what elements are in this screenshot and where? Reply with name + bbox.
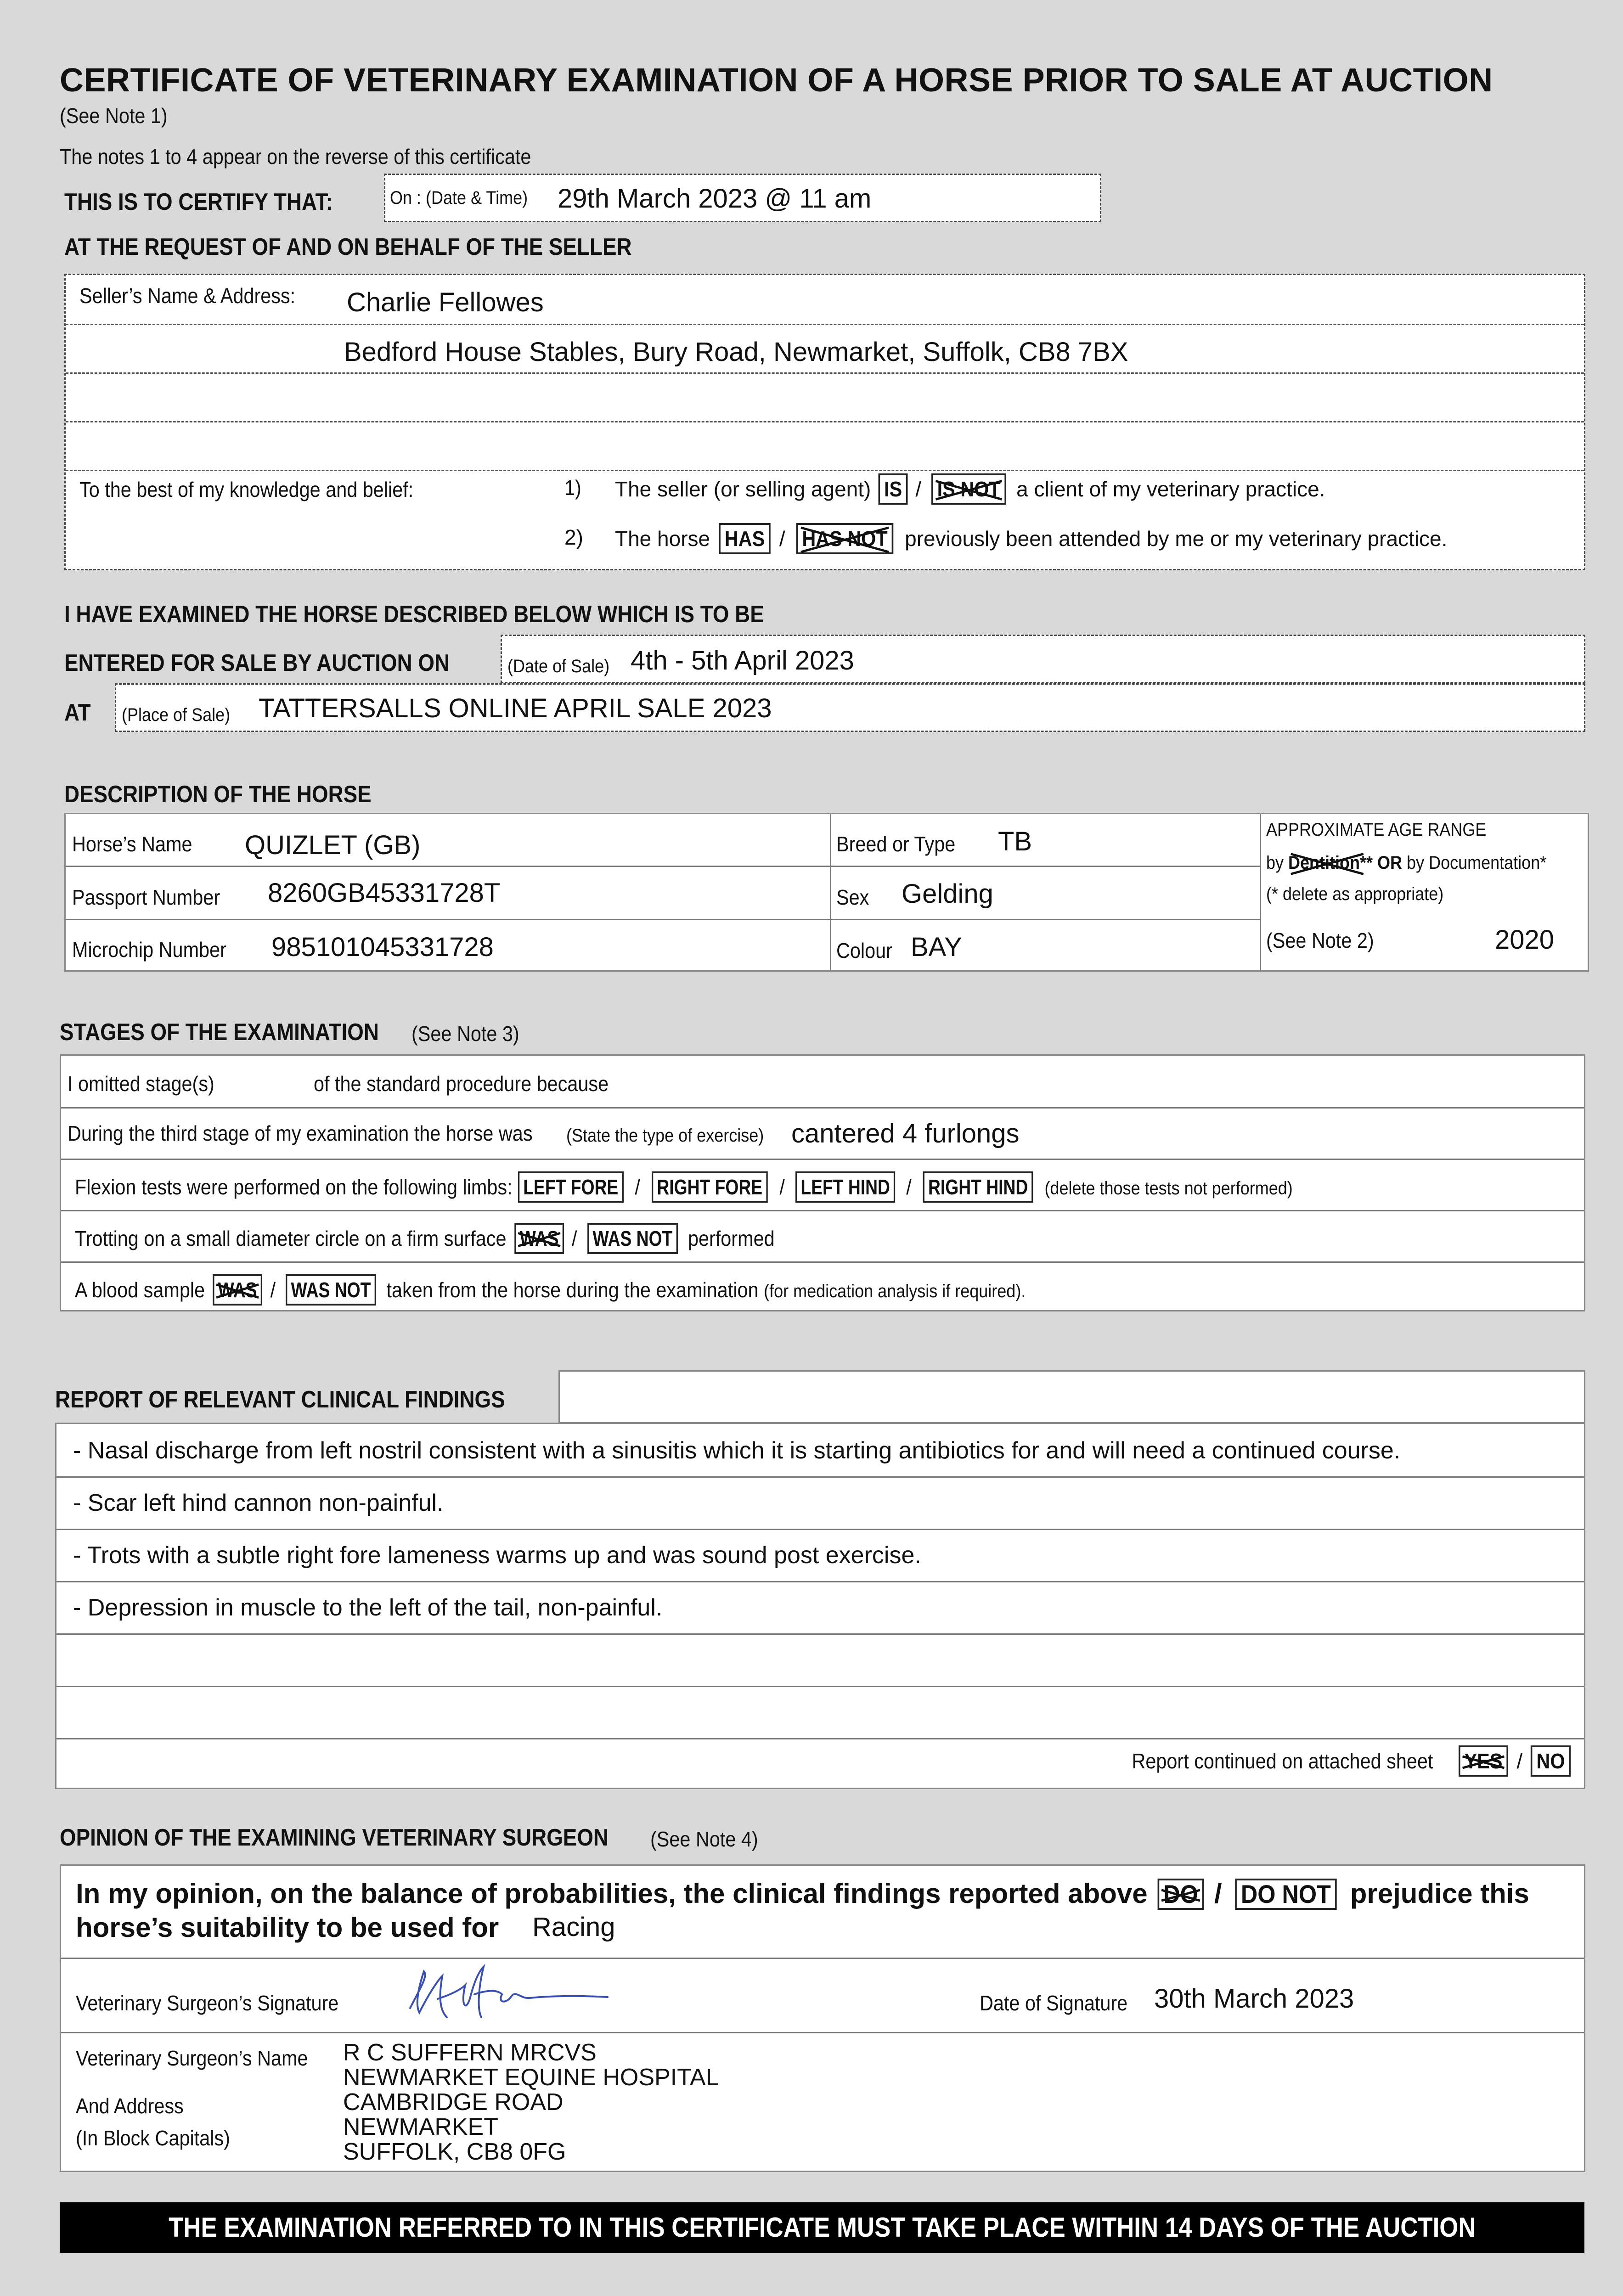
stages-heading: [60, 1019, 423, 1046]
trot-post: performed: [688, 1227, 775, 1250]
microchip-value[interactable]: 985101045331728: [271, 932, 494, 962]
address-line: R C SUFFERN MRCVS: [343, 2039, 597, 2066]
age-value[interactable]: 2020: [1495, 925, 1555, 955]
do-not-option[interactable]: DO NOT: [1235, 1879, 1337, 1910]
sex-label: Sex: [836, 885, 869, 909]
date-of-sale-field[interactable]: [501, 635, 1585, 683]
client-statement-line: [615, 473, 1325, 505]
examined-heading: I HAVE EXAMINED THE HORSE DESCRIBED BELOW WHICH IS TO BE: [64, 601, 764, 628]
slash: /: [270, 1278, 276, 1302]
horse-description-heading: DESCRIPTION OF THE HORSE: [64, 781, 372, 808]
horse-description-table: [64, 813, 1589, 972]
table-divider: [56, 1581, 1584, 1582]
date-of-signature-value[interactable]: 30th March 2023: [1154, 1984, 1354, 2014]
flexion-post: (delete those tests not performed): [1044, 1178, 1293, 1199]
flexion-pre: Flexion tests were performed on the following limbs:: [75, 1175, 513, 1199]
blood-pre: A blood sample: [75, 1278, 205, 1302]
notes-line: The notes 1 to 4 appear on the reverse of this certificate: [60, 145, 531, 169]
opinion-line-1: [76, 1878, 1529, 1910]
age-method-line: [1266, 853, 1546, 873]
seller-section: [64, 274, 1585, 570]
continued-no-option[interactable]: NO: [1531, 1745, 1571, 1777]
right-fore-option[interactable]: RIGHT FORE: [652, 1171, 767, 1203]
knowledge-label: To the best of my knowledge and belief:: [79, 478, 414, 501]
line2-post: previously been attended by me or my veterinary practice.: [905, 527, 1448, 551]
intended-use-value[interactable]: Racing: [532, 1912, 615, 1942]
footer-text: THE EXAMINATION REFERRED TO IN THIS CERTIFICATE MUST TAKE PLACE WITHIN 14 DAYS OF THE AUCTION: [168, 2212, 1476, 2243]
see-note-1: (See Note 1): [60, 104, 168, 128]
has-option[interactable]: HAS: [719, 523, 771, 554]
opinion-pre: In my opinion, on the balance of probabilities, the clinical findings reported above: [76, 1878, 1148, 1909]
vet-address-label: And Address: [76, 2094, 184, 2118]
table-divider: [56, 1738, 1584, 1739]
blood-was-option[interactable]: WAS: [213, 1274, 263, 1306]
table-divider: [56, 1529, 1584, 1530]
slash: /: [915, 477, 922, 501]
age-or: * OR: [1366, 853, 1403, 873]
slash: /: [779, 1175, 785, 1199]
stages-table: [60, 1054, 1585, 1311]
table-divider: [61, 1159, 1584, 1160]
vet-name-address[interactable]: [343, 2040, 719, 2164]
seller-divider: [66, 324, 1584, 325]
certify-heading: THIS IS TO CERTIFY THAT:: [64, 189, 333, 215]
passport-label: Passport Number: [72, 885, 220, 909]
certificate-title: CERTIFICATE OF VETERINARY EXAMINATION OF A HORSE PRIOR TO SALE AT AUCTION: [60, 62, 1493, 99]
entered-heading: ENTERED FOR SALE BY AUCTION ON: [64, 650, 450, 676]
table-divider: [66, 919, 1260, 920]
seller-name-label: Seller’s Name & Address:: [79, 284, 296, 308]
is-option[interactable]: IS: [879, 473, 908, 505]
client-statement: [564, 475, 583, 500]
has-not-option[interactable]: HAS NOT: [796, 523, 894, 554]
table-divider: [61, 1958, 1584, 1959]
opinion-heading: OPINION OF THE EXAMINING VETERINARY SURGEON: [60, 1824, 609, 1851]
seller-divider: [66, 421, 1584, 422]
report-continued-label: Report continued on attached sheet: [1132, 1749, 1433, 1773]
table-divider: [61, 1261, 1584, 1263]
footer-banner: [60, 2202, 1584, 2253]
statement-2-number: 2): [564, 525, 583, 549]
at-label: AT: [64, 699, 91, 726]
stages-title: STAGES OF THE EXAMINATION: [60, 1019, 379, 1046]
address-line: SUFFOLK, CB8 0FG: [343, 2138, 566, 2165]
opinion-post: prejudice this: [1350, 1878, 1529, 1909]
breed-value[interactable]: TB: [998, 827, 1032, 856]
blood-was-not-option[interactable]: WAS NOT: [286, 1274, 377, 1306]
age-by: by: [1266, 853, 1284, 873]
on-datetime-value: 29th March 2023 @ 11 am: [558, 184, 872, 214]
report-heading: REPORT OF RELEVANT CLINICAL FINDINGS: [55, 1386, 505, 1413]
table-divider: [830, 814, 831, 970]
is-not-option[interactable]: IS NOT: [931, 473, 1006, 505]
opinion-see-note: (See Note 4): [650, 1827, 758, 1851]
flexion-row: [75, 1171, 1293, 1203]
signature-label: Veterinary Surgeon’s Signature: [76, 1991, 339, 2015]
seller-address-value[interactable]: Bedford House Stables, Bury Road, Newmarket, Suffolk, CB8 7BX: [344, 337, 1128, 367]
vet-name-label: Veterinary Surgeon’s Name: [76, 2046, 308, 2070]
table-divider: [56, 1633, 1584, 1635]
blood-row: [75, 1274, 1026, 1306]
colour-value[interactable]: BAY: [911, 932, 962, 962]
address-line: NEWMARKET EQUINE HOSPITAL: [343, 2064, 719, 2091]
signature-image: [392, 1962, 631, 2026]
slash: /: [906, 1175, 912, 1199]
slash: /: [1214, 1878, 1222, 1909]
dentition-option[interactable]: Dentition*: [1288, 853, 1367, 873]
attended-statement-line: [615, 523, 1447, 554]
exam-datetime-field[interactable]: [384, 174, 1101, 222]
continued-yes-option[interactable]: YES: [1459, 1745, 1508, 1777]
seller-divider: [66, 470, 1584, 471]
table-divider: [61, 2032, 1584, 2033]
date-of-sale-value: 4th - 5th April 2023: [631, 646, 854, 675]
table-divider: [61, 1210, 1584, 1211]
date-of-sale-label: (Date of Sale): [507, 656, 610, 676]
slash: /: [572, 1227, 577, 1250]
line1-pre: The seller (or selling agent): [615, 477, 871, 501]
left-fore-option[interactable]: LEFT FORE: [518, 1171, 624, 1203]
left-hind-option[interactable]: LEFT HIND: [795, 1171, 895, 1203]
report-continued-row: [1115, 1745, 1573, 1777]
table-divider: [56, 1686, 1584, 1687]
findings-table: [55, 1423, 1585, 1789]
seller-name-value[interactable]: Charlie Fellowes: [347, 287, 544, 317]
right-hind-option[interactable]: RIGHT HIND: [923, 1171, 1033, 1203]
third-stage-row: [68, 1121, 584, 1146]
do-option[interactable]: DO: [1158, 1879, 1204, 1910]
finding-4[interactable]: - Depression in muscle to the left of the tail, non-painful.: [73, 1594, 663, 1621]
colour-label: Colour: [836, 939, 892, 962]
trot-was-not-option[interactable]: WAS NOT: [587, 1223, 678, 1254]
blood-note: (for medication analysis if required).: [764, 1281, 1026, 1301]
exercise-value[interactable]: cantered 4 furlongs: [791, 1119, 1020, 1148]
omitted-post: of the standard procedure because: [314, 1072, 609, 1096]
opinion-line-2: horse’s suitability to be used for: [76, 1912, 499, 1943]
block-capitals-label: (In Block Capitals): [76, 2126, 230, 2150]
statement-1-number: 1): [564, 476, 581, 500]
place-of-sale-label: (Place of Sale): [122, 705, 231, 725]
place-of-sale-field[interactable]: [115, 683, 1585, 732]
finding-1[interactable]: - Nasal discharge from left nostril consistent with a sinusitis which it is starting antibiotics for and will need a continued course.: [73, 1437, 1401, 1464]
finding-3[interactable]: - Trots with a subtle right fore lameness warms up and was sound post exercise.: [73, 1542, 921, 1569]
horse-name-value[interactable]: QUIZLET (GB): [245, 830, 421, 860]
breed-label: Breed or Type: [836, 832, 956, 856]
line1-post: a client of my veterinary practice.: [1016, 477, 1325, 501]
opinion-table: [60, 1864, 1585, 2172]
report-header-field: [558, 1370, 1585, 1424]
third-pre: During the third stage of my examination the horse was: [68, 1121, 533, 1145]
sex-value[interactable]: Gelding: [902, 879, 993, 909]
slash: /: [779, 527, 785, 551]
line2-pre: The horse: [615, 527, 710, 551]
slash: /: [635, 1175, 640, 1199]
microchip-label: Microchip Number: [72, 938, 226, 962]
documentation-option[interactable]: by Documentation*: [1407, 853, 1547, 873]
age-range-title: APPROXIMATE AGE RANGE: [1266, 820, 1487, 840]
date-of-signature-label: Date of Signature: [980, 1991, 1128, 2015]
table-divider: [66, 866, 1260, 867]
trot-was-option[interactable]: WAS: [514, 1223, 564, 1254]
finding-2[interactable]: - Scar left hind cannon non-painful.: [73, 1490, 444, 1516]
stages-see-note: (See Note 3): [411, 1022, 519, 1046]
address-line: NEWMARKET: [343, 2114, 498, 2140]
table-divider: [61, 1107, 1584, 1109]
blood-post: taken from the horse during the examination: [386, 1278, 759, 1302]
omitted-pre: I omitted stage(s): [68, 1072, 214, 1096]
trot-pre: Trotting on a small diameter circle on a firm surface: [75, 1227, 507, 1250]
request-heading: AT THE REQUEST OF AND ON BEHALF OF THE SELLER: [64, 234, 632, 260]
table-divider: [1260, 814, 1261, 970]
age-delete-note: (* delete as appropriate): [1266, 884, 1444, 904]
passport-value[interactable]: 8260GB45331728T: [268, 878, 501, 908]
place-of-sale-value: TATTERSALLS ONLINE APRIL SALE 2023: [259, 693, 772, 723]
slash: /: [1516, 1749, 1523, 1773]
table-divider: [56, 1476, 1584, 1478]
trotting-row: [75, 1223, 775, 1254]
third-note: (State the type of exercise): [566, 1125, 764, 1146]
horse-name-label: Horse’s Name: [72, 832, 192, 856]
on-datetime-label: On : (Date & Time): [390, 188, 528, 208]
seller-divider: [66, 372, 1584, 374]
address-line: CAMBRIDGE ROAD: [343, 2089, 564, 2116]
age-see-note: (See Note 2): [1266, 929, 1374, 952]
